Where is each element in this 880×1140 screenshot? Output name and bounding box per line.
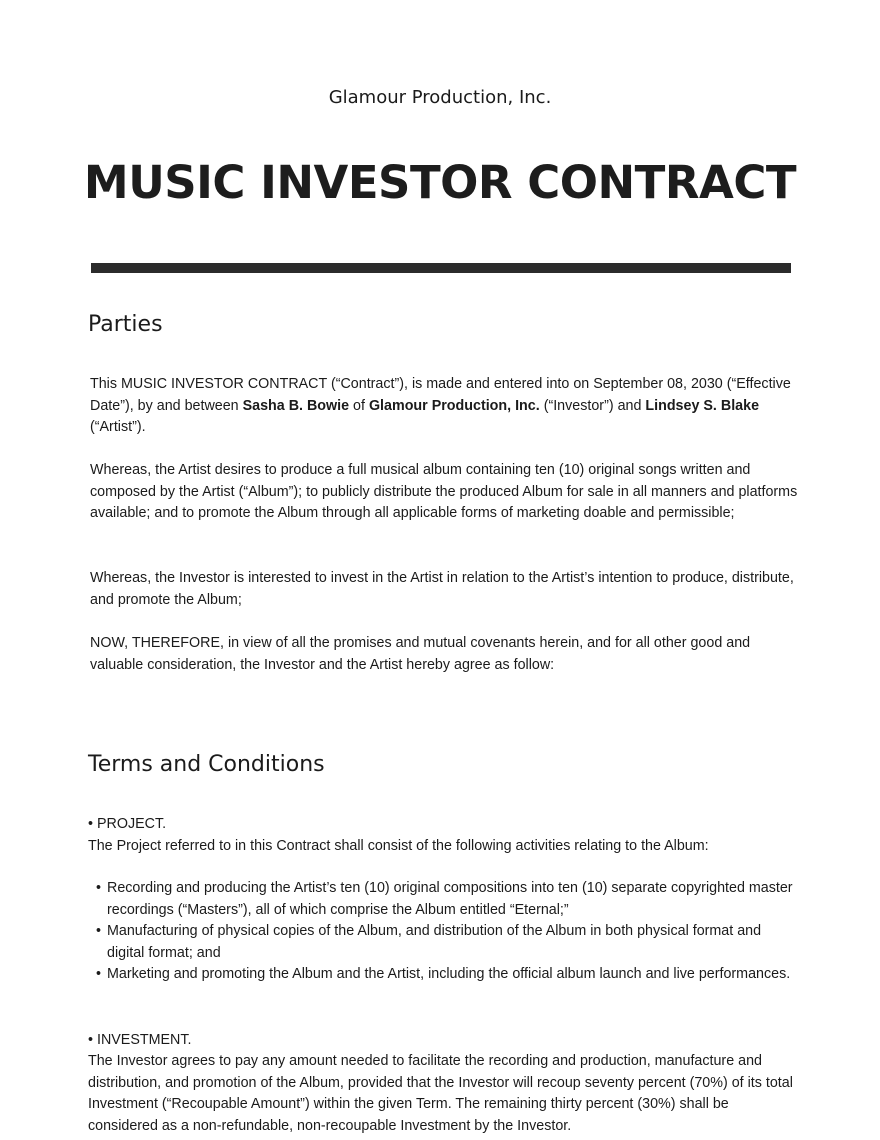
bullet-dot: • [96, 966, 102, 983]
now-therefore-paragraph: NOW, THEREFORE, in view of all the promises and mutual covenants herein, and for all other good and valuable consideration, the Investor and the Artist hereby agree as follow: [90, 635, 751, 673]
list-item [96, 878, 796, 921]
artist-name: Lindsey S. Blake [645, 397, 760, 414]
whereas-paragraph-1: Whereas, the Artist desires to produce a full musical album containing ten (10) original songs written and composed by the Artist (“Album”); to publicly distribute the produced Album for sale in all manners and platforms available; and to promote the Album through all applicable forms of marketing doable and permissible; [90, 462, 798, 522]
parties-heading: Parties [88, 312, 163, 337]
parties-intro-paragraph [90, 374, 800, 439]
bullet-dot: • [96, 880, 102, 896]
whereas-paragraph-2: Whereas, the Investor is interested to invest in the Artist in relation to the Artist’s intention to produce, distribute, and promote the Album; [90, 570, 794, 608]
list-item-text: Marketing and promoting the Album and the Artist, including the official album launch and live performances. [107, 966, 791, 983]
investor-company: Glamour Production, Inc. [368, 397, 540, 414]
intro-text-b: (“Investor”) and [539, 397, 646, 414]
investment-section-label: • INVESTMENT. [88, 1032, 192, 1048]
list-item-text: Manufacturing of physical copies of the Album, and distribution of the Album in both physical format and digital format; and [107, 923, 762, 961]
list-item [96, 921, 796, 964]
intro-text-c: (“Artist”). [90, 419, 146, 436]
investor-name: Sasha B. Bowie [242, 397, 350, 414]
intro-text-a: This MUSIC INVESTOR CONTRACT (“Contract”), is made and entered into on September 08, 2030 (“Effective Date”), by and between [90, 376, 791, 414]
project-activities-list [96, 878, 796, 986]
intro-of-text: of [349, 397, 369, 414]
list-item [96, 964, 796, 986]
bullet-dot: • [96, 923, 102, 940]
project-section-label: • PROJECT. [88, 816, 167, 832]
terms-heading: Terms and Conditions [88, 752, 325, 777]
company-name: Glamour Production, Inc. [328, 87, 552, 108]
investment-paragraph: The Investor agrees to pay any amount needed to facilitate the recording and production, manufacture and distribution, and promotion of the Album, provided that the Investor will recoup seventy percent (70%) of its total Investment (“Recoupable Amount”) within the given Term. The remaining thirty percent (30%) shall be considered as a non-refundable, non-recoupable Investment by the Investor. [88, 1053, 793, 1134]
title-divider [91, 263, 791, 273]
document-title: MUSIC INVESTOR CONTRACT [83, 156, 797, 209]
project-paragraph: The Project referred to in this Contract shall consist of the following activities relating to the Album: [88, 838, 709, 854]
list-item-text: Recording and producing the Artist’s ten (10) original compositions into ten (10) separate copyrighted master recordings (“Masters”), all of which comprise the Album entitled “Eternal;” [107, 880, 793, 918]
